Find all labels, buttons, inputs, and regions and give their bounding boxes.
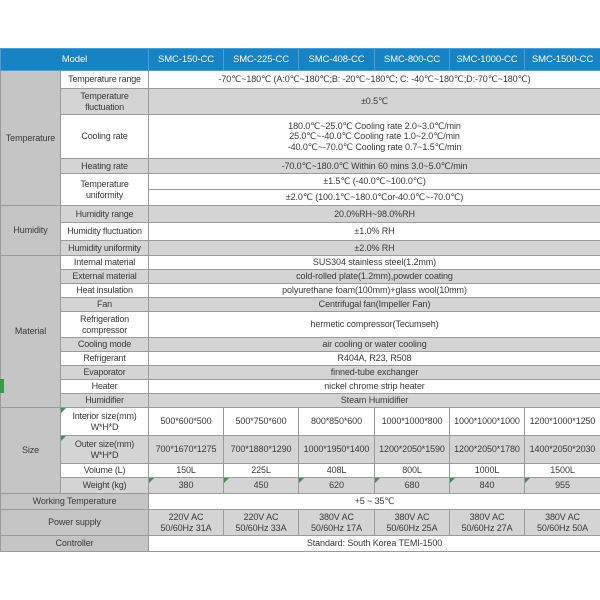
interior-size-label-line-2: W*H*D [90, 421, 119, 432]
fan-row [1, 298, 600, 312]
refrigerant-row [1, 352, 600, 366]
weight-value-4: 680 [375, 478, 450, 494]
spec-table [0, 48, 600, 552]
cooling-rate-line-2: 25.0℃~-40.0℃ Cooling rate 1.0~2.0℃/min [289, 131, 460, 142]
refrigerant-label: Refrigerant [61, 352, 149, 366]
power-supply-value-2: 220V AC 50/60Hz 33A [224, 510, 299, 536]
humidifier-row [1, 394, 600, 408]
model-column-header-4: SMC-800-CC [375, 49, 450, 71]
model-column-header-5: SMC-1000-CC [450, 49, 525, 71]
weight-row [1, 478, 600, 494]
outer-size-row [1, 436, 600, 464]
model-header-cell: Model [1, 49, 149, 71]
comment-marker-icon [525, 478, 530, 483]
volume-label: Volume (L) [61, 464, 149, 478]
interior-size-value-6: 1200*1000*1250 [525, 408, 600, 436]
cooling-mode-label: Cooling mode [61, 338, 149, 352]
comment-marker-icon [224, 478, 229, 483]
humidity-range-row [1, 206, 600, 223]
volume-value-4: 800L [375, 464, 450, 478]
model-column-header-6: SMC-1500-CC [525, 49, 600, 71]
heating-rate-value: -70.0℃~180.0℃ Within 60 mins 3.0~5.0℃/min [149, 159, 600, 174]
heater-label: Heater [61, 380, 149, 394]
size-category-cell: Size [1, 408, 61, 494]
weight-label: Weight (kg) [61, 478, 149, 494]
temperature-fluctuation-label: Temperature fluctuation [61, 89, 149, 115]
working-temperature-row [1, 494, 600, 510]
humidity-uniformity-row [1, 241, 600, 256]
cooling-rate-label: Cooling rate [61, 115, 149, 159]
comment-marker-bar [0, 379, 4, 393]
power-supply-value-1: 220V AC 50/60Hz 31A [149, 510, 224, 536]
power-supply-value-6: 380V AC 50/60Hz 50A [525, 510, 600, 536]
weight-value-6: 955 [525, 478, 600, 494]
power-supply-value-3: 380V AC 50/60Hz 17A [299, 510, 375, 536]
comment-marker-icon [299, 478, 304, 483]
cooling-rate-row [1, 115, 600, 159]
model-column-header-3: SMC-408-CC [299, 49, 375, 71]
outer-size-value-2: 700*1880*1290 [224, 436, 299, 464]
model-column-header-2: SMC-225-CC [224, 49, 299, 71]
outer-size-label-line-1: Outer size(mm) [74, 438, 135, 449]
humidifier-label: Humidifier [61, 394, 149, 408]
material-category-cell: Material [1, 256, 61, 408]
interior-size-value-4: 1000*1000*800 [375, 408, 450, 436]
temperature-range-value: -70℃~180℃ (A:0℃~180℃;B: -20℃~180℃; C: -40℃~180℃;D:-70℃~180℃) [149, 71, 600, 89]
temperature-uniformity-value-2: ±2.0℃ (100.1℃~180.0℃or-40.0℃~-70.0℃) [149, 190, 600, 206]
cooling-rate-line-3: -40.0℃~-70.0℃ Cooling rate 0.7~1.5℃/min [287, 141, 462, 152]
interior-size-value-3: 800*850*600 [299, 408, 375, 436]
temperature-category-cell: Temperature [1, 71, 61, 206]
interior-size-label-line-1: Interior size(mm) [72, 410, 137, 421]
temperature-fluctuation-row [1, 89, 600, 115]
comment-marker-icon [149, 478, 154, 483]
power-supply-value-5: 380V AC 50/60Hz 27A [450, 510, 525, 536]
weight-value-3: 620 [299, 478, 375, 494]
volume-value-6: 1500L [525, 464, 600, 478]
cooling-mode-row [1, 338, 600, 352]
cooling-rate-line-1: 180.0℃~25.0℃ Cooling rate 2.0~3.0℃/min [288, 120, 461, 131]
interior-size-row [1, 408, 600, 436]
outer-size-value-4: 1200*2050*1590 [375, 436, 450, 464]
evaporator-value: finned-tube exchanger [149, 366, 600, 380]
controller-value: Standard: South Korea TEMI-1500 [149, 536, 600, 552]
heater-row [1, 380, 600, 394]
outer-size-value-6: 1400*2050*2030 [525, 436, 600, 464]
temperature-uniformity-label: Temperature uniformity [61, 174, 149, 206]
controller-row [1, 536, 600, 552]
working-temperature-value: +5 ~ 35℃ [149, 494, 600, 510]
fan-label: Fan [61, 298, 149, 312]
internal-material-value: SUS304 stainless steel(1.2mm) [149, 256, 600, 270]
outer-size-value-5: 1200*2050*1780 [450, 436, 525, 464]
outer-size-label [61, 436, 149, 464]
volume-row [1, 464, 600, 478]
humidity-fluctuation-row [1, 223, 600, 241]
temperature-range-label: Temperature range [61, 71, 149, 89]
external-material-value: cold-rolled plate(1.2mm),powder coating [149, 270, 600, 284]
cooling-rate-value [149, 115, 600, 159]
heating-rate-label: Heating rate [61, 159, 149, 174]
humidity-uniformity-value: ±2.0% RH [149, 241, 600, 256]
temperature-fluctuation-value: ±0.5℃ [149, 89, 600, 115]
internal-material-label: Internal material [61, 256, 149, 270]
model-column-header-1: SMC-150-CC [149, 49, 224, 71]
refrigeration-compressor-value: hermetic compressor(Tecumseh) [149, 312, 600, 338]
humidity-fluctuation-label: Humidity fluctuation [61, 223, 149, 241]
external-material-label: External material [61, 270, 149, 284]
heater-value: nickel chrome strip heater [149, 380, 600, 394]
volume-value-3: 408L [299, 464, 375, 478]
power-supply-label: Power supply [1, 510, 149, 536]
temperature-range-row [1, 71, 600, 89]
fan-value: Centrifugal fan(Impeller Fan) [149, 298, 600, 312]
volume-value-1: 150L [149, 464, 224, 478]
heat-insulation-row [1, 284, 600, 298]
refrigeration-compressor-label: Refrigeration compressor [61, 312, 149, 338]
heat-insulation-label: Heat insulation [61, 284, 149, 298]
comment-marker-icon [61, 408, 66, 413]
humidifier-value: Steam Humidifier [149, 394, 600, 408]
power-supply-value-4: 380V AC 50/60Hz 25A [375, 510, 450, 536]
weight-value-1: 380 [149, 478, 224, 494]
internal-material-row [1, 256, 600, 270]
weight-value-5: 840 [450, 478, 525, 494]
heat-insulation-value: polyurethane foam(100mm)+glass wool(10mm) [149, 284, 600, 298]
external-material-row [1, 270, 600, 284]
heating-rate-row [1, 159, 600, 174]
cooling-mode-value: air cooling or water cooling [149, 338, 600, 352]
interior-size-value-5: 1000*1000*1000 [450, 408, 525, 436]
interior-size-value-2: 500*750*600 [224, 408, 299, 436]
volume-value-2: 225L [224, 464, 299, 478]
comment-marker-icon [450, 478, 455, 483]
refrigerant-value: R404A, R23, R508 [149, 352, 600, 366]
header-row [1, 49, 600, 71]
working-temperature-label: Working Temperature [1, 494, 149, 510]
evaporator-label: Evaporator [61, 366, 149, 380]
humidity-range-label: Humidity range [61, 206, 149, 223]
humidity-category-cell: Humidity [1, 206, 61, 256]
controller-label: Controller [1, 536, 149, 552]
humidity-range-value: 20.0%RH~98.0%RH [149, 206, 600, 223]
outer-size-label-line-2: W*H*D [90, 449, 119, 460]
humidity-uniformity-label: Humidity uniformity [61, 241, 149, 256]
power-supply-row [1, 510, 600, 536]
humidity-fluctuation-value: ±1.0% RH [149, 223, 600, 241]
outer-size-value-1: 700*1670*1275 [149, 436, 224, 464]
temperature-uniformity-value-1: ±1.5℃ (-40.0℃~100.0℃) [149, 174, 600, 190]
interior-size-label [61, 408, 149, 436]
refrigeration-compressor-row [1, 312, 600, 338]
temperature-uniformity-row-1 [1, 174, 600, 190]
comment-marker-icon [375, 478, 380, 483]
weight-value-2: 450 [224, 478, 299, 494]
evaporator-row [1, 366, 600, 380]
volume-value-5: 1000L [450, 464, 525, 478]
interior-size-value-1: 500*600*500 [149, 408, 224, 436]
outer-size-value-3: 1000*1950*1400 [299, 436, 375, 464]
comment-marker-icon [61, 436, 66, 441]
